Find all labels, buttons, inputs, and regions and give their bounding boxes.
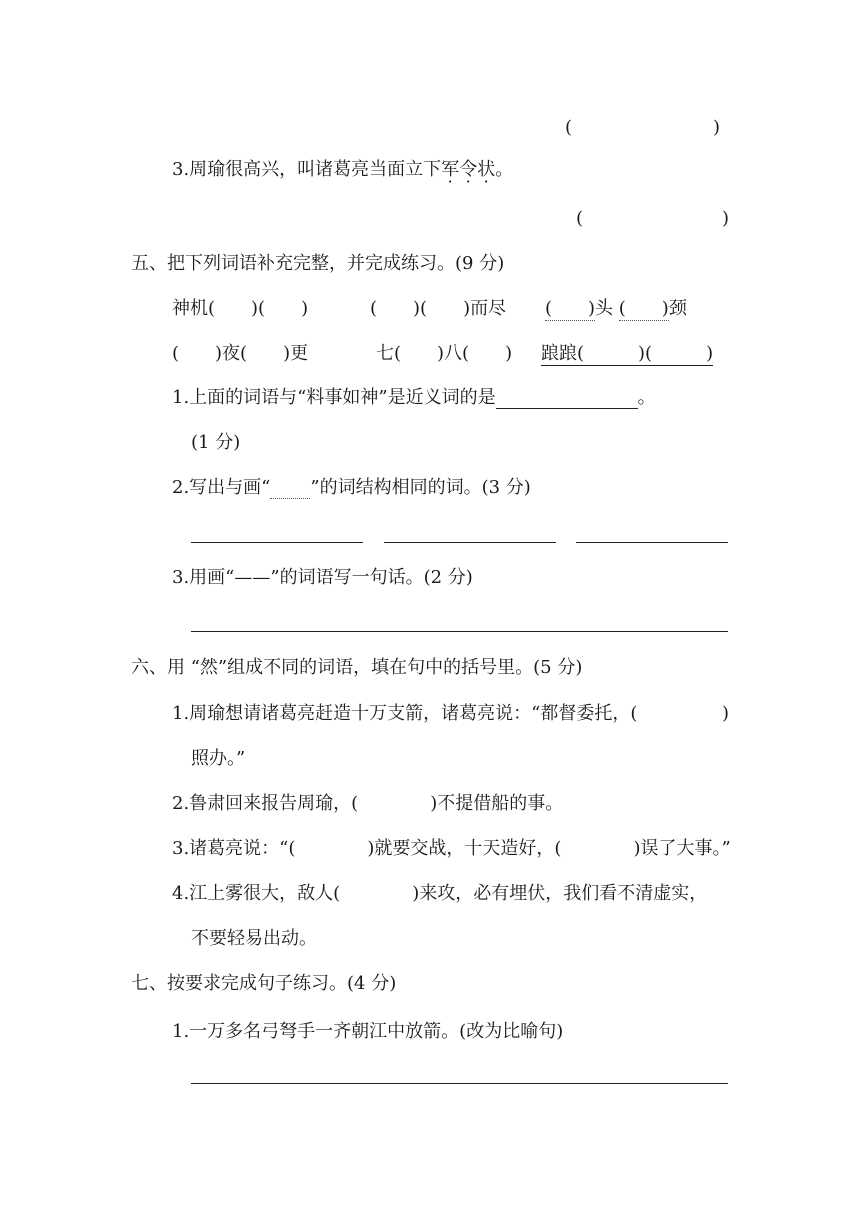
q6-item3: 3.诸葛亮说：“( )就要交战，十天造好，( )误了大事。” [172,838,731,859]
q5-sub1 [172,387,656,409]
answer-line[interactable] [384,542,556,543]
q6-item2: 2.鲁肃回来报告周瑜，( )不提借船的事。 [172,793,564,814]
q5-word: ( )( )而尽 [370,298,507,319]
q6-item4-cont: 不要轻易出动。 [191,928,317,949]
q5-word-underlined [541,343,713,365]
q5-sub1-score: (1 分) [191,432,241,453]
wavy-sample [270,482,310,499]
q5-title: 五、把下列词语补充完整，并完成练习。(9 分) [131,253,505,274]
answer-paren-open: ( [576,208,584,229]
q6-title: 六、用 “然”组成不同的词语，填在句中的括号里。(5 分) [131,657,583,678]
q5-word: ( )夜( )更 [172,343,309,364]
wavy-blank: ( ) [618,298,669,319]
dotted-char: 状 [477,159,496,180]
q5-sub3: 3.用画“——”的词语写一句话。(2 分) [172,567,473,588]
answer-line[interactable] [191,631,728,632]
q7-title: 七、按要求完成句子练习。(4 分) [131,973,397,994]
q5-sub2-text-end: ”的词结构相同的词。(3 分) [310,477,531,498]
dotted-char: 军 [441,159,460,180]
answer-line[interactable] [191,1083,728,1084]
q5-sub2-text: 2.写出与画“ [172,477,271,498]
q4-item3 [172,159,513,181]
answer-paren-close: ) [722,703,730,724]
q5-word-char: 颈 [668,298,687,319]
underlined-word: 踉踉( )( ) [541,343,714,364]
q5-word: 神机( )( ) [172,298,309,319]
answer-paren-close: ) [713,117,721,138]
answer-blank[interactable] [496,390,638,409]
q5-sub1-text: 1.上面的词语与“料事如神”是近义词的是 [172,387,496,408]
q5-word-wavy [545,298,687,320]
answer-line[interactable] [576,542,728,543]
wavy-blank: ( ) [545,298,596,319]
q5-word: 七( )八( ) [376,343,513,364]
q4-item3-text: 3.周瑜很高兴，叫诸葛亮当面立下 [172,159,442,180]
q6-item4: 4.江上雾很大，敌人( )来攻，必有埋伏，我们看不清虚实， [172,883,708,904]
q7-item1: 1.一万多名弓弩手一齐朝江中放箭。(改为比喻句) [172,1021,564,1042]
q4-item3-end: 。 [495,159,514,180]
answer-line[interactable] [191,542,363,543]
q6-item1: 1.周瑜想请诸葛亮赶造十万支箭，诸葛亮说：“都督委托，( [172,703,638,724]
q5-word-char: 头 [595,298,614,319]
q5-sub2 [172,477,531,499]
answer-paren-open: ( [565,117,573,138]
dotted-char: 令 [459,159,478,180]
q6-item1-cont: 照办。” [191,748,246,769]
answer-paren-close: ) [722,208,730,229]
q5-sub1-end: 。 [637,387,656,408]
